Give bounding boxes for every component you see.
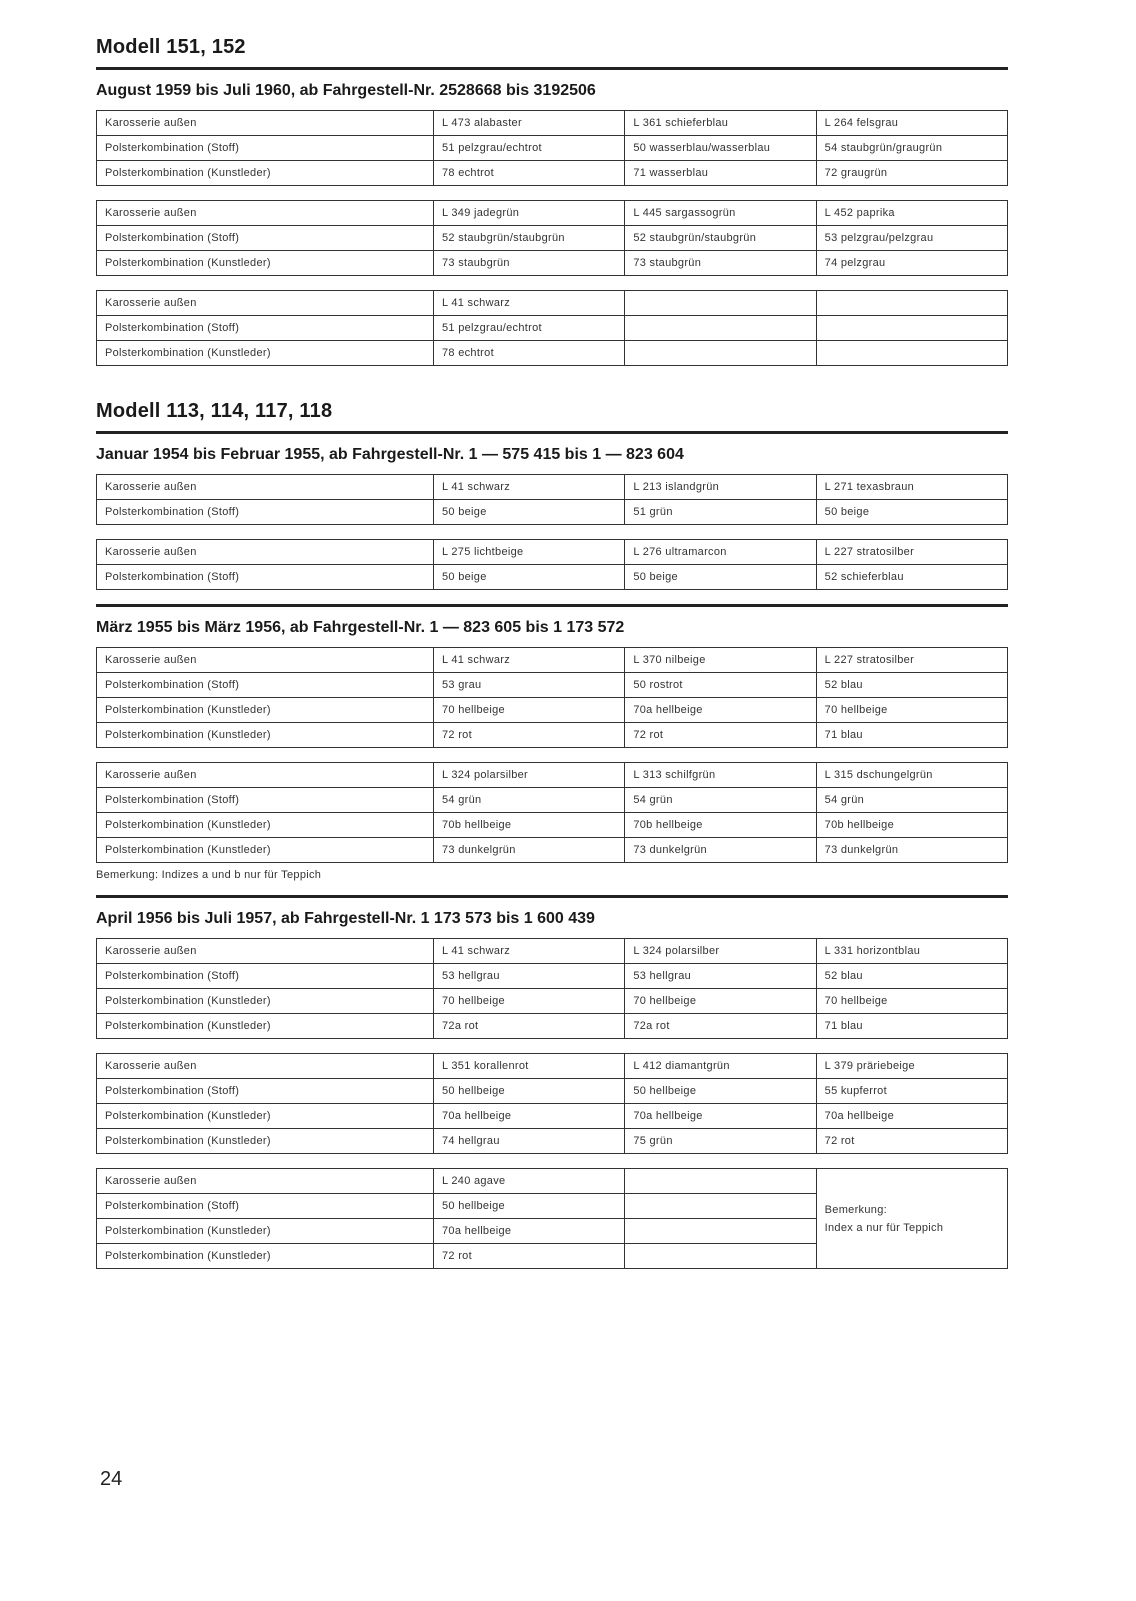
row-label: Polsterkombination (Kunstleder) (97, 1219, 434, 1244)
table-cell (625, 341, 816, 366)
row-label: Polsterkombination (Kunstleder) (97, 723, 434, 748)
table-row (97, 813, 1008, 838)
table-cell: 71 blau (816, 723, 1007, 748)
table-row (97, 838, 1008, 863)
section-title-april-1956: April 1956 bis Juli 1957, ab Fahrgestell-Nr. 1 173 573 bis 1 600 439 (96, 910, 595, 927)
table-cell: L 227 stratosilber (816, 540, 1007, 565)
table-row (97, 226, 1008, 251)
row-label: Polsterkombination (Stoff) (97, 226, 434, 251)
table-cell: 74 pelzgrau (816, 251, 1007, 276)
color-table-1955-a (96, 647, 1008, 748)
table-cell: L 351 korallenrot (434, 1054, 625, 1079)
row-label: Polsterkombination (Stoff) (97, 1194, 434, 1219)
table-row (97, 540, 1008, 565)
color-table-1956-a (96, 938, 1008, 1039)
table-cell: 50 beige (434, 565, 625, 590)
table-row (97, 788, 1008, 813)
table-row (97, 763, 1008, 788)
table-row (97, 201, 1008, 226)
table-row (97, 1104, 1008, 1129)
table-cell: 54 grün (816, 788, 1007, 813)
table-row (97, 475, 1008, 500)
note-title: Bemerkung: (824, 1203, 887, 1216)
row-label: Polsterkombination (Kunstleder) (97, 1129, 434, 1154)
row-label: Polsterkombination (Kunstleder) (97, 838, 434, 863)
row-label: Karosserie außen (97, 1169, 434, 1194)
section-title-maerz-1955: März 1955 bis März 1956, ab Fahrgestell-Nr. 1 — 823 605 bis 1 173 572 (96, 619, 625, 636)
color-table-1954-b (96, 539, 1008, 590)
table-cell: 70a hellbeige (434, 1219, 625, 1244)
table-cell: 53 grau (434, 673, 625, 698)
table-cell: 52 blau (816, 964, 1007, 989)
table-cell: 78 echtrot (434, 341, 625, 366)
row-label: Polsterkombination (Stoff) (97, 136, 434, 161)
table-cell: L 331 horizontblau (816, 939, 1007, 964)
model-title-113-118: Modell 113, 114, 117, 118 (96, 400, 1008, 434)
table-cell: 72 rot (434, 1244, 625, 1269)
color-table-1954-a (96, 474, 1008, 525)
table-cell: 72a rot (625, 1014, 816, 1039)
color-table-1956-b (96, 1053, 1008, 1154)
table-cell: L 324 polarsilber (625, 939, 816, 964)
table-cell: L 412 diamantgrün (625, 1054, 816, 1079)
table-cell (816, 316, 1007, 341)
row-label: Polsterkombination (Stoff) (97, 964, 434, 989)
table-cell: 73 dunkelgrün (625, 838, 816, 863)
note-cell (816, 1169, 1007, 1269)
table-row (97, 316, 1008, 341)
table-cell: 50 hellbeige (434, 1079, 625, 1104)
table-cell: 52 blau (816, 673, 1007, 698)
row-label: Polsterkombination (Kunstleder) (97, 1014, 434, 1039)
row-label: Polsterkombination (Kunstleder) (97, 1104, 434, 1129)
table-cell: 50 beige (434, 500, 625, 525)
table-cell (816, 291, 1007, 316)
page-content (96, 36, 1008, 1283)
row-label: Polsterkombination (Stoff) (97, 500, 434, 525)
table-row (97, 698, 1008, 723)
remark-indizes: Bemerkung: Indizes a und b nur für Teppich (96, 869, 322, 881)
row-label: Karosserie außen (97, 475, 434, 500)
table-cell: 70b hellbeige (816, 813, 1007, 838)
table-cell: 50 wasserblau/wasserblau (625, 136, 816, 161)
row-label: Polsterkombination (Stoff) (97, 1079, 434, 1104)
table-cell: 70 hellbeige (816, 698, 1007, 723)
table-cell: 51 pelzgrau/echtrot (434, 136, 625, 161)
row-label: Karosserie außen (97, 939, 434, 964)
row-label: Polsterkombination (Kunstleder) (97, 698, 434, 723)
table-row (97, 1169, 1008, 1194)
table-cell: 70a hellbeige (816, 1104, 1007, 1129)
table-cell: 73 staubgrün (625, 251, 816, 276)
table-cell: 50 beige (625, 565, 816, 590)
table-row (97, 111, 1008, 136)
color-table-1955-b (96, 762, 1008, 863)
table-cell (816, 341, 1007, 366)
table-cell: L 361 schieferblau (625, 111, 816, 136)
table-row (97, 989, 1008, 1014)
table-cell: 50 beige (816, 500, 1007, 525)
row-label: Polsterkombination (Kunstleder) (97, 989, 434, 1014)
row-label: Karosserie außen (97, 291, 434, 316)
table-cell: L 379 präriebeige (816, 1054, 1007, 1079)
table-cell: L 271 texasbraun (816, 475, 1007, 500)
table-cell: L 445 sargassogrün (625, 201, 816, 226)
row-label: Polsterkombination (Kunstleder) (97, 161, 434, 186)
table-cell: L 213 islandgrün (625, 475, 816, 500)
table-cell: 73 staubgrün (434, 251, 625, 276)
section-title-aug-1959: August 1959 bis Juli 1960, ab Fahrgestell-Nr. 2528668 bis 3192506 (96, 82, 596, 99)
table-cell (625, 1194, 816, 1219)
table-row (97, 648, 1008, 673)
table-cell: 51 pelzgrau/echtrot (434, 316, 625, 341)
table-cell: 53 hellgrau (434, 964, 625, 989)
table-cell: 52 staubgrün/staubgrün (625, 226, 816, 251)
table-cell: L 41 schwarz (434, 648, 625, 673)
table-row (97, 964, 1008, 989)
table-cell (625, 1244, 816, 1269)
table-row (97, 136, 1008, 161)
table-cell: L 227 stratosilber (816, 648, 1007, 673)
table-cell: L 41 schwarz (434, 475, 625, 500)
table-cell: 54 grün (434, 788, 625, 813)
table-cell: 72a rot (434, 1014, 625, 1039)
table-cell (625, 291, 816, 316)
table-cell: L 41 schwarz (434, 291, 625, 316)
table-cell: L 315 dschungelgrün (816, 763, 1007, 788)
table-cell: 53 hellgrau (625, 964, 816, 989)
table-cell: 70a hellbeige (625, 698, 816, 723)
table-cell: 50 rostrot (625, 673, 816, 698)
table-cell: L 276 ultramarcon (625, 540, 816, 565)
table-cell: 53 pelzgrau/pelzgrau (816, 226, 1007, 251)
table-cell: 55 kupferrot (816, 1079, 1007, 1104)
table-cell: 72 rot (434, 723, 625, 748)
table-cell: 71 wasserblau (625, 161, 816, 186)
section-title-jan-1954: Januar 1954 bis Februar 1955, ab Fahrgestell-Nr. 1 — 575 415 bis 1 — 823 604 (96, 446, 684, 463)
table-row (97, 251, 1008, 276)
table-cell: 54 staubgrün/graugrün (816, 136, 1007, 161)
table-cell: 51 grün (625, 500, 816, 525)
row-label: Polsterkombination (Stoff) (97, 316, 434, 341)
table-cell: L 313 schilfgrün (625, 763, 816, 788)
row-label: Karosserie außen (97, 111, 434, 136)
row-label: Karosserie außen (97, 540, 434, 565)
table-cell: 70 hellbeige (816, 989, 1007, 1014)
table-cell (625, 1219, 816, 1244)
table-cell: 54 grün (625, 788, 816, 813)
table-row (97, 1014, 1008, 1039)
model-title-151-152: Modell 151, 152 (96, 36, 1008, 70)
note-text: Index a nur für Teppich (824, 1221, 944, 1234)
table-cell: 70 hellbeige (434, 698, 625, 723)
table-row (97, 565, 1008, 590)
table-cell: 78 echtrot (434, 161, 625, 186)
table-cell: 70b hellbeige (434, 813, 625, 838)
table-row (97, 723, 1008, 748)
table-cell: 70b hellbeige (625, 813, 816, 838)
table-cell: 70 hellbeige (434, 989, 625, 1014)
table-cell: 72 graugrün (816, 161, 1007, 186)
table-cell: 72 rot (816, 1129, 1007, 1154)
table-row (97, 1129, 1008, 1154)
table-cell: L 452 paprika (816, 201, 1007, 226)
row-label: Polsterkombination (Kunstleder) (97, 251, 434, 276)
color-table-1956-c (96, 1168, 1008, 1269)
table-cell: 73 dunkelgrün (816, 838, 1007, 863)
table-cell: 75 grün (625, 1129, 816, 1154)
table-row (97, 161, 1008, 186)
row-label: Karosserie außen (97, 648, 434, 673)
table-cell: L 275 lichtbeige (434, 540, 625, 565)
row-label: Polsterkombination (Stoff) (97, 565, 434, 590)
table-cell: 70a hellbeige (434, 1104, 625, 1129)
row-label: Polsterkombination (Kunstleder) (97, 813, 434, 838)
page-number: 24 (100, 1468, 123, 1490)
table-cell: L 473 alabaster (434, 111, 625, 136)
table-cell: 72 rot (625, 723, 816, 748)
table-cell: L 370 nilbeige (625, 648, 816, 673)
table-row (97, 673, 1008, 698)
row-label: Polsterkombination (Kunstleder) (97, 341, 434, 366)
row-label: Karosserie außen (97, 201, 434, 226)
row-label: Polsterkombination (Kunstleder) (97, 1244, 434, 1269)
row-label: Polsterkombination (Stoff) (97, 673, 434, 698)
table-cell (625, 316, 816, 341)
table-row (97, 939, 1008, 964)
table-cell: L 349 jadegrün (434, 201, 625, 226)
color-table-1959-b (96, 200, 1008, 276)
table-cell: 70a hellbeige (625, 1104, 816, 1129)
table-cell: 73 dunkelgrün (434, 838, 625, 863)
row-label: Karosserie außen (97, 763, 434, 788)
table-row (97, 500, 1008, 525)
table-cell: 70 hellbeige (625, 989, 816, 1014)
table-cell: 74 hellgrau (434, 1129, 625, 1154)
table-cell: 50 hellbeige (434, 1194, 625, 1219)
table-cell: L 324 polarsilber (434, 763, 625, 788)
table-row (97, 1054, 1008, 1079)
table-row (97, 1079, 1008, 1104)
table-cell: 71 blau (816, 1014, 1007, 1039)
table-cell: L 264 felsgrau (816, 111, 1007, 136)
table-cell: 52 schieferblau (816, 565, 1007, 590)
color-table-1959-a (96, 110, 1008, 186)
row-label: Polsterkombination (Stoff) (97, 788, 434, 813)
table-cell: 50 hellbeige (625, 1079, 816, 1104)
color-table-1959-c (96, 290, 1008, 366)
table-row (97, 341, 1008, 366)
table-cell: 52 staubgrün/staubgrün (434, 226, 625, 251)
table-cell: L 41 schwarz (434, 939, 625, 964)
table-row (97, 291, 1008, 316)
row-label: Karosserie außen (97, 1054, 434, 1079)
table-cell (625, 1169, 816, 1194)
table-cell: L 240 agave (434, 1169, 625, 1194)
